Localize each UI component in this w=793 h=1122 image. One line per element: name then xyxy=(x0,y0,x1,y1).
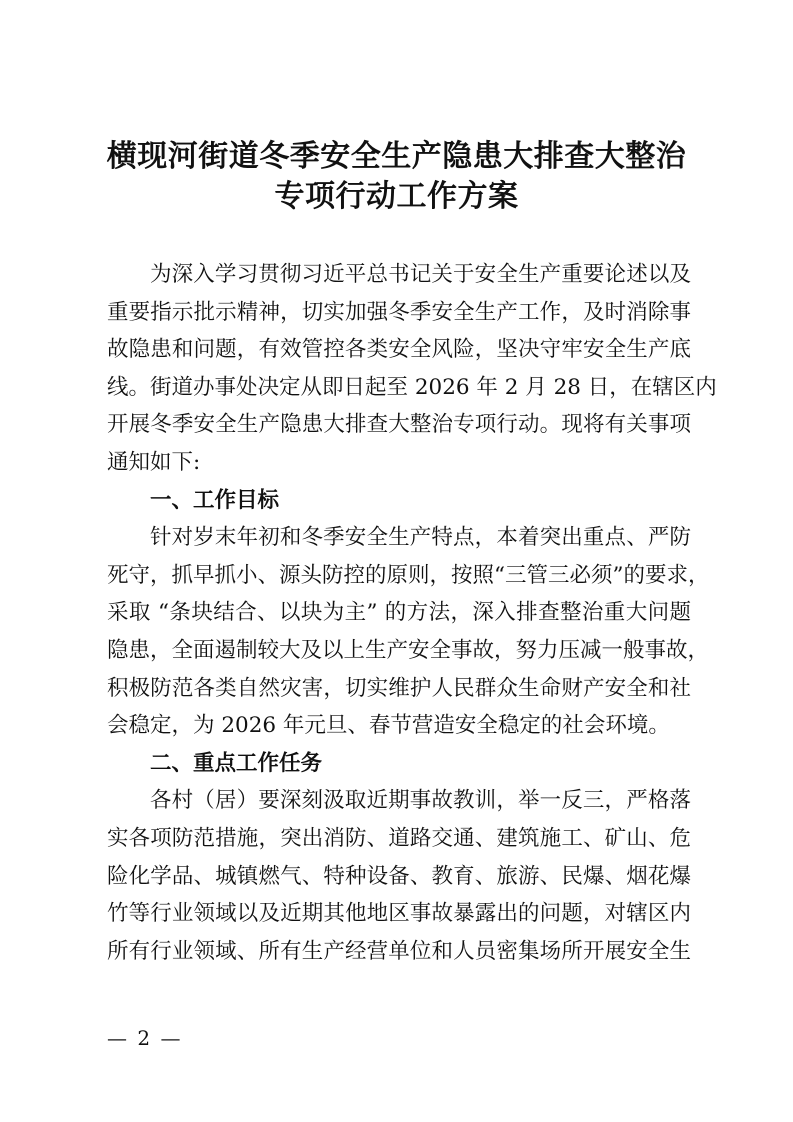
paragraph-line: 各村（居）要深刻汲取近期事故教训，举一反三，严格落 xyxy=(150,788,691,814)
paragraph-line: 开展冬季安全生产隐患大排查大整治专项行动。现将有关事项 xyxy=(107,412,691,438)
paragraph-line: 故隐患和问题，有效管控各类安全风险，坚决守牢安全生产底 xyxy=(107,337,691,363)
paragraph-line: 所有行业领域、所有生产经营单位和人员密集场所开展安全生 xyxy=(107,938,691,964)
paragraph-line: 隐患，全面遏制较大及以上生产安全事故，努力压减一般事故， xyxy=(107,637,710,663)
paragraph-line: 针对岁末年初和冬季安全生产特点，本着突出重点、严防 xyxy=(150,525,691,551)
document-body xyxy=(107,256,717,970)
document-title-line-2: 专项行动工作方案 xyxy=(274,179,519,214)
paragraph-line: 为深入学习贯彻习近平总书记关于安全生产重要论述以及 xyxy=(150,262,691,287)
paragraph-line: 线。街道办事处决定从即日起至 2026 年 2 月 28 日，在辖区内 xyxy=(107,374,717,400)
paragraph-line: 险化学品、城镇燃气、特种设备、教育、旅游、民爆、烟花爆 xyxy=(107,863,691,889)
section-heading: 二、重点工作任务 xyxy=(150,750,323,776)
paragraph-line: 重要指示批示精神，切实加强冬季安全生产工作，及时消除事 xyxy=(107,299,691,325)
paragraph-line: 实各项防范措施，突出消防、道路交通、建筑施工、矿山、危 xyxy=(107,825,691,851)
paragraph-line: 积极防范各类自然灾害，切实维护人民群众生命财产安全和社 xyxy=(107,675,691,701)
page-number: — 2 — xyxy=(107,1026,183,1050)
paragraph-line: 死守，抓早抓小、源头防控的原则，按照“三管三必须”的要求， xyxy=(107,562,710,588)
paragraph-line: 采取 “条块结合、以块为主” 的方法，深入排查整治重大问题 xyxy=(107,600,691,626)
section-heading: 一、工作目标 xyxy=(150,487,280,513)
paragraph-line: 通知如下: xyxy=(107,449,201,475)
paragraph-line: 会稳定，为 2026 年元旦、春节营造安全稳定的社会环境。 xyxy=(107,713,670,739)
document-title-line-1: 横现河街道冬季安全生产隐患大排查大整治 xyxy=(106,139,687,174)
paragraph-line: 竹等行业领域以及近期其他地区事故暴露出的问题，对辖区内 xyxy=(107,901,691,927)
